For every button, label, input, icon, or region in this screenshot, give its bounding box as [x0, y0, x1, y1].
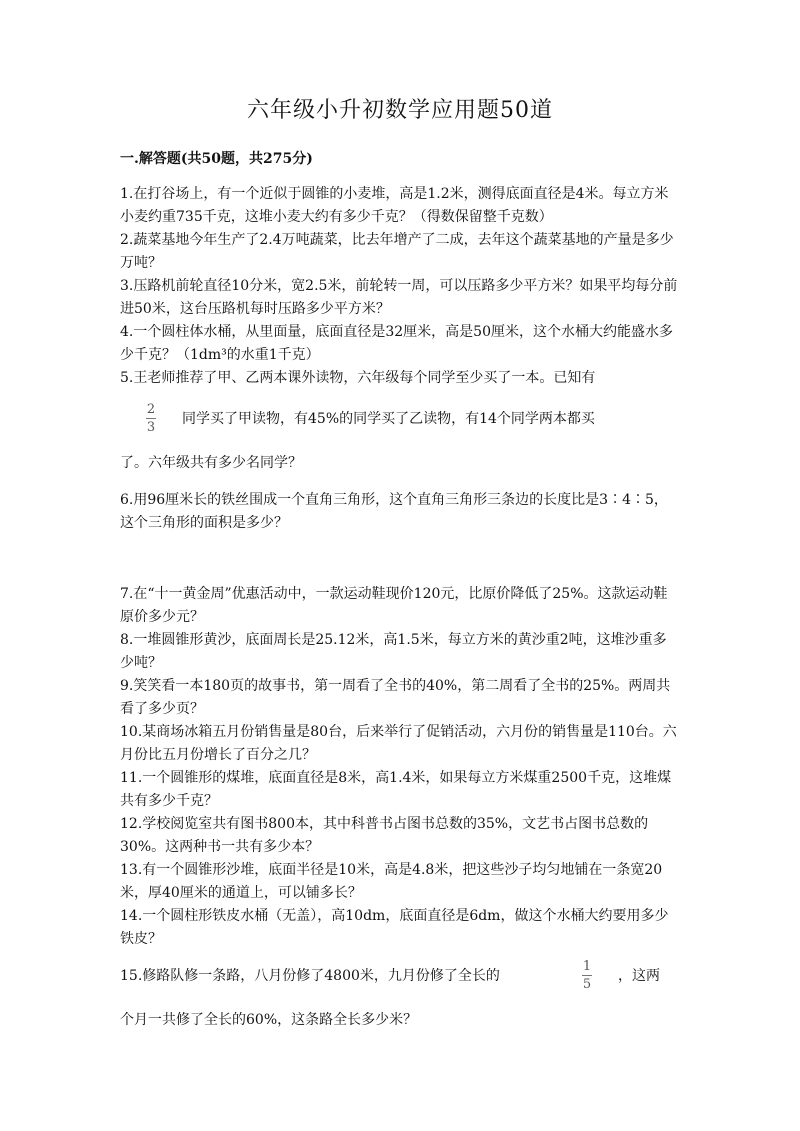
question-7: 7.在“十一黄金周”优惠活动中，一款运动鞋现价120元，比原价降低了25%。这款运动鞋原价多少元？ — [120, 586, 668, 625]
fraction-bar — [582, 975, 592, 976]
fraction-two-thirds — [146, 402, 156, 435]
question-13: 13.有一个圆锥形沙堆，底面半径是10米，高是4.8米，把这些沙子均匀地铺在一条宽20米，厚40厘米的通道上，可以铺多长？ — [120, 862, 663, 901]
question-6: 6.用96厘米长的铁丝围成一个直角三角形，这个直角三角形三条边的长度比是3∶4∶5，这个三角形的面积是多少？ — [120, 492, 668, 531]
question-11: 11.一个圆锥形的煤堆，底面直径是8米，高1.4米，如果每立方米煤重2500千克，这堆煤共有多少千克？ — [120, 770, 672, 809]
question-12: 12.学校阅览室共有图书800本，其中科普书占图书总数的35%，文艺书占图书总数的30%。这两种书一共有多少本？ — [120, 816, 649, 855]
question-9: 9.笑笑看一本180页的故事书，第一周看了全书的40%，第二周看了全书的25%。两周共看了多少页？ — [120, 678, 671, 717]
question-3: 3.压路机前轮直径10分米，宽2.5米，前轮转一周，可以压路多少平方米？如果平均每分前进50米，这台压路机每时压路多少平方米？ — [120, 278, 678, 317]
question-2: 2.蔬菜基地今年生产了2.4万吨蔬菜，比去年增产了二成，去年这个蔬菜基地的产量是多少万吨？ — [120, 232, 674, 271]
fraction-one-fifth — [582, 959, 592, 992]
fraction-numerator: 1 — [582, 959, 592, 974]
question-1: 1.在打谷场上，有一个近似于圆锥的小麦堆，高是1.2米，测得底面直径是4米。每立方米小麦约重735千克，这堆小麦大约有多少千克？（得数保留整千克数） — [120, 186, 669, 225]
question-15-part-b: ，这两 — [618, 968, 660, 984]
section-header: 一.解答题(共50题，共275分) — [120, 151, 313, 167]
question-5-part-b: 同学买了甲读物，有45%的同学买了乙读物，有14个同学两本都买 — [182, 411, 595, 427]
question-15-part-a: 15.修路队修一条路，八月份修了4800米，九月份修了全长的 — [120, 968, 500, 984]
page-title: 六年级小升初数学应用题50道 — [247, 98, 553, 123]
fraction-bar — [146, 418, 156, 419]
question-10: 10.某商场冰箱五月份销售量是80台，后来举行了促销活动，六月份的销售量是110台。六月份比五月份增长了百分之几？ — [120, 724, 677, 763]
fraction-numerator: 2 — [146, 402, 156, 417]
question-8: 8.一堆圆锥形黄沙，底面周长是25.12米，高1.5米，每立方米的黄沙重2吨，这堆沙重多少吨？ — [120, 632, 667, 671]
question-5-part-c: 了。六年级共有多少名同学？ — [120, 455, 302, 471]
question-15-fraction-line — [120, 957, 680, 1001]
fraction-denominator: 5 — [582, 977, 592, 992]
question-list — [120, 183, 680, 1032]
question-5-fraction-line — [120, 400, 680, 440]
question-4: 4.一个圆柱体水桶，从里面量，底面直径是32厘米，高是50厘米，这个水桶大约能盛水多少千克？（1dm³的水重1千克） — [120, 324, 673, 363]
fraction-denominator: 3 — [146, 420, 156, 435]
question-15-part-c: 个月一共修了全长的60%，这条路全长多少米？ — [120, 1012, 418, 1028]
question-14: 14.一个圆柱形铁皮水桶（无盖），高10dm，底面直径是6dm，做这个水桶大约要用多少铁皮？ — [120, 908, 669, 947]
question-5-part-a: 5.王老师推荐了甲、乙两本课外读物，六年级每个同学至少买了一本。已知有 — [120, 370, 596, 386]
